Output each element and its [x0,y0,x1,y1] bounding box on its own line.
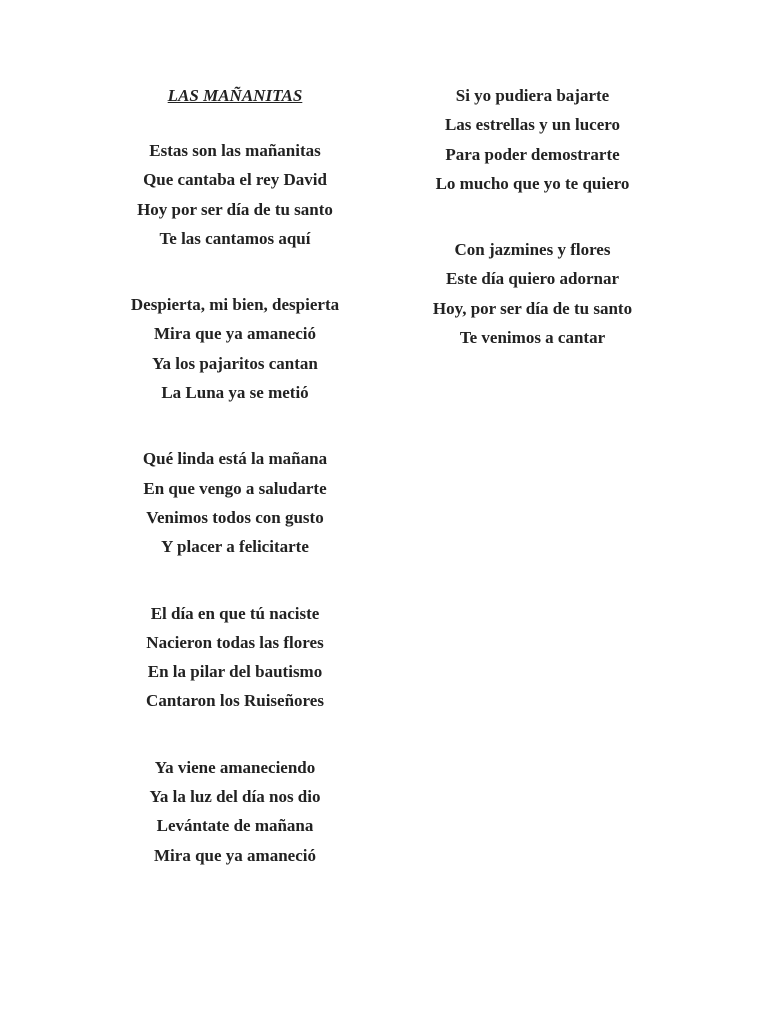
lyric-line: La Luna ya se metió [161,383,309,403]
stanza [105,602,365,719]
lyric-line: Te venimos a cantar [459,328,606,348]
lyric-line: Nacieron todas las flores [146,632,324,652]
lyric-line: Estas son las mañanitas [149,141,321,160]
lyric-line: Con jazmines y flores [454,240,611,260]
lyric-line: Ya la luz del día nos dio [149,787,321,807]
stanza [400,84,665,201]
left-column [105,84,365,910]
lyric-line: Este día quiero adornar [445,269,619,289]
lyric-line: Mira que ya amaneció [154,324,316,344]
lyric-line: Qué linda está la mañana [142,449,328,469]
song-title: LAS MAÑANITAS [167,86,303,105]
stanza [105,293,365,410]
stanza [400,238,665,355]
lyric-line: Mira que ya amaneció [154,845,316,865]
lyric-line: Venimos todos con gusto [146,507,324,527]
lyric-line: Si yo pudiera bajarte [455,86,610,105]
stanza [105,447,365,564]
lyric-line: Hoy, por ser día de tu santo [432,298,633,318]
lyric-line: Para poder demostrarte [445,144,620,164]
lyric-line: Las estrellas y un lucero [444,115,621,135]
lyric-line: En que vengo a saludarte [143,478,327,498]
lyric-line: Cantaron los Ruiseñores [146,691,324,711]
lyric-line: El día en que tú naciste [150,603,320,623]
lyric-line: Te las cantamos aquí [159,228,311,248]
lyric-line: Ya los pajaritos cantan [152,353,318,373]
right-column [400,84,665,392]
lyric-line: Levántate de mañana [156,816,314,836]
lyric-line: Y placer a felicitarte [161,537,309,557]
lyric-line: Ya viene amaneciendo [154,757,316,777]
lyric-line: En la pilar del bautismo [147,662,323,682]
stanza [105,756,365,873]
lyric-line: Que cantaba el rey David [143,170,327,190]
lyric-line: Hoy por ser día de tu santo [137,199,333,219]
lyric-line: Lo mucho que yo te quiero [435,173,630,193]
stanza [105,139,365,256]
lyric-line: Despierta, mi bien, despierta [130,295,340,315]
